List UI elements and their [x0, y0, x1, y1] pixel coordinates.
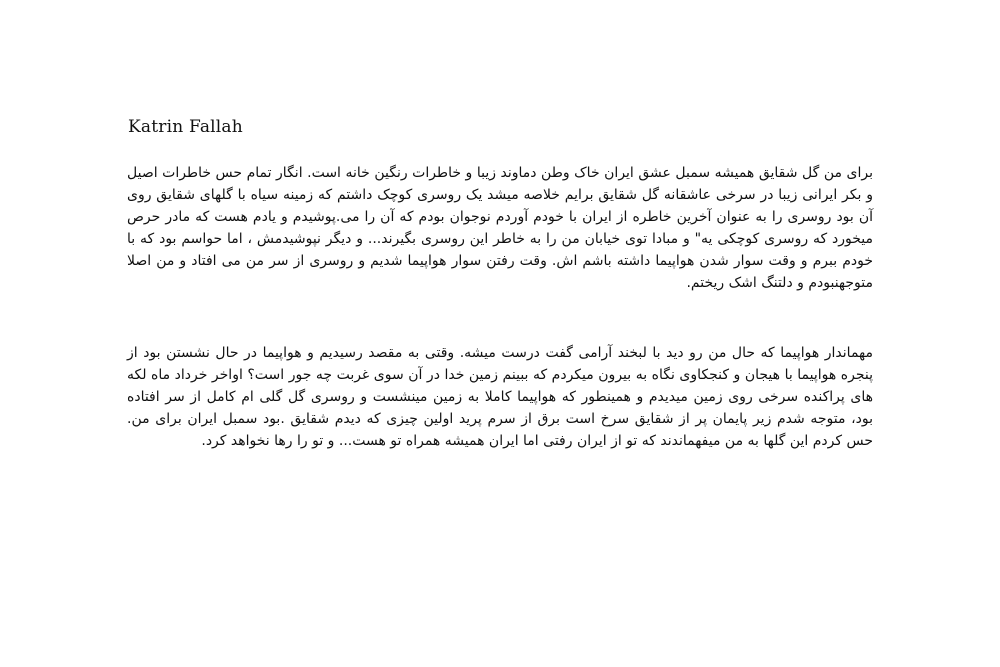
paragraph-2: مهماندار هواپیما که حال من رو دید با لبخند آرامی گفت درست میشه. وقتی به مقصد رسیدیم و هواپیما در حال نشستن بود از پنجره هواپیما با هیجان و کنجکاوی نگاه به بیرون میکردم که ببینم زمین خدا در آن سوی غربت چه جور است؟ اواخر خرداد ماه لکه های پراکنده سرخی روی زمین میدیدم و همینطور که هواپیما کاملا به زمین مینشست و روسری گل گلی ام کامل از سر افتاده بود، متوجه شدم زیر پایمان پر از شقایق سرخ است برق از سرم پرید اولین چیزی که دیدم شقایق .بود سمبل ایران برای من. حس کردم این گلها به من میفهماندند که تو از ایران رفتی اما ایران همیشه همراه تو هست... و تو را رها نخواهد کرد.	[127, 345, 873, 449]
paragraph-1: برای من گل شقایق همیشه سمبل عشق ایران خاک وطن دماوند زیبا و خاطرات رنگین خانه است. انگار تمام حس خاطرات اصیل و بکر ایرانی زیبا در سرخی عاشقانه گل شقایق برایم خلاصه میشد یک روسری کوچک داشتم که زمینه سیاه با گلهای شقایق روی آن بود روسری را به عنوان آخرین خاطره از ایران با خودم آوردم نوجوان بودم که آن را می.پوشیدم و یادم هست که مادر حرص میخورد که روسری کوچکی یه" و مبادا توی خیابان من را به خاطر این روسری بگیرند... و دیگر نپوشیدمش ، اما حواسم بود که با خودم ببرم و وقت سوار شدن هواپیما داشته باشم اش. وقت رفتن سوار هواپیما شدیم و روسری از سر من می افتاد و من اصلا متوجهنبودم و دلتنگ اشک ریختم.	[127, 165, 873, 291]
author-name: Katrin Fallah	[128, 117, 243, 137]
